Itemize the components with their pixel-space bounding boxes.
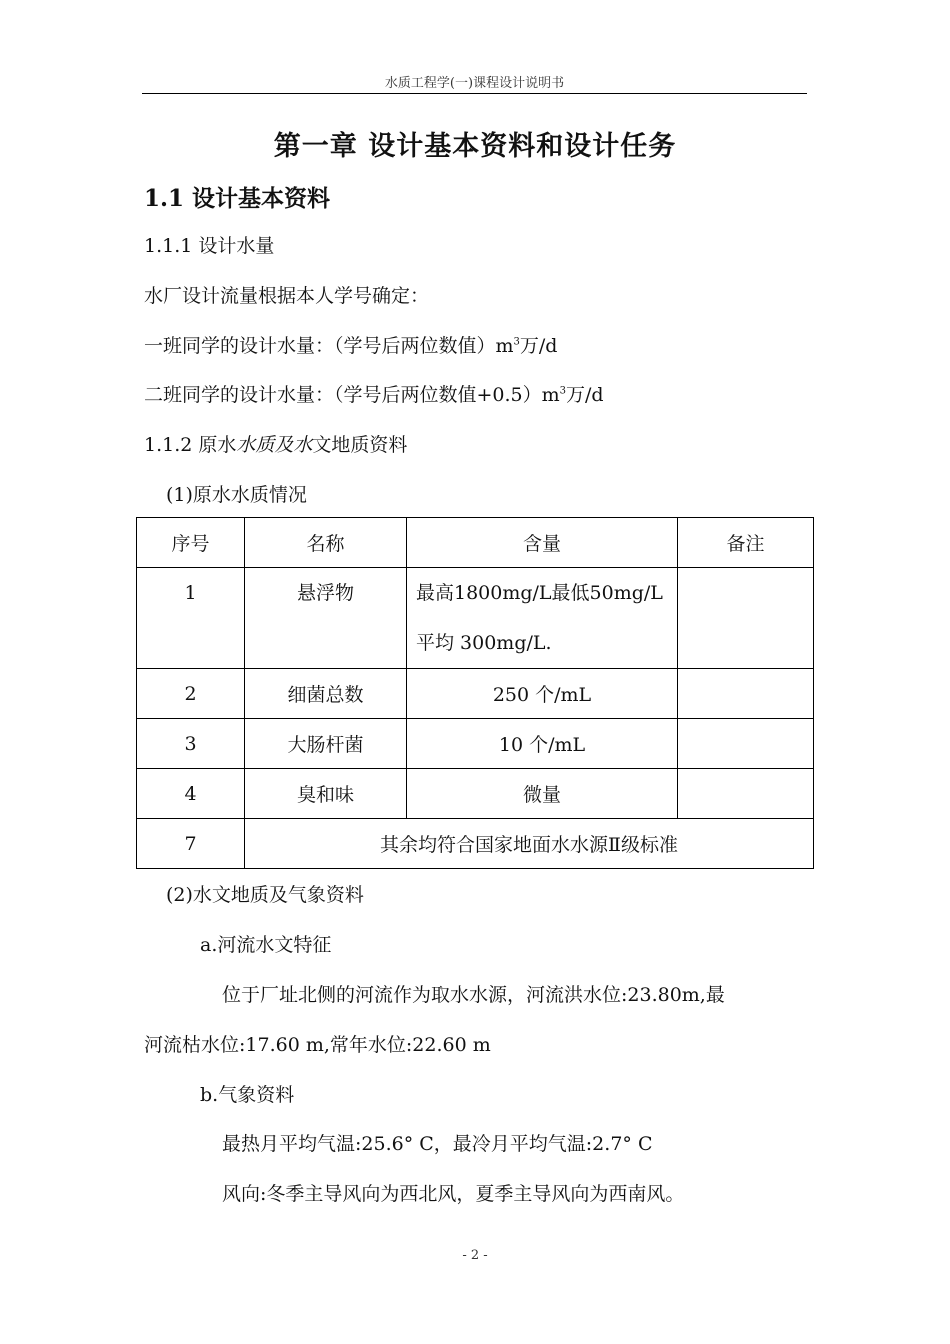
cell-name: 臭和味 [245,769,407,819]
paragraph-flow-basis: 水厂设计流量根据本人学号确定： [144,285,430,307]
paragraph-class-one-flow [144,331,557,358]
cell-note [678,719,814,769]
header-cell-no: 序号 [137,518,245,568]
class-one-flow-unit: 万/d [519,335,558,357]
cell-no: 7 [137,819,245,869]
cell-note [678,669,814,719]
list-item-river-features: a.河流水文特征 [200,934,332,956]
table-row [137,719,814,769]
cell-content: 10 个/mL [407,719,678,769]
paragraph-class-two-flow [144,380,604,407]
cell-no [137,568,245,669]
paragraph-wind: 风向:冬季主导风向为西北风，夏季主导风向为西南风。 [222,1183,685,1205]
list-item-hydro-meteo: (2)水文地质及气象资料 [166,884,364,906]
header-cell-name: 名称 [245,518,407,568]
subsection-title-1-1-1: 1.1.1 设计水量 [144,235,275,257]
chapter-title: 第一章 设计基本资料和设计任务 [273,131,677,162]
cell-summary: 其余均符合国家地面水水源Ⅱ级标准 [245,819,814,869]
list-item-raw-water-quality: (1)原水水质情况 [166,484,307,506]
cell-no: 3 [137,719,245,769]
section-title-1-1: 1.1 设计基本资料 [144,185,331,212]
header-rule [142,93,807,94]
class-one-flow-text: 一班同学的设计水量：（学号后两位数值）m [144,335,514,357]
class-two-flow-unit: 万/d [566,384,604,406]
cell-content-line2: 平均 300mg/L. [416,632,552,654]
cell-name: 大肠杆菌 [245,719,407,769]
subsection-title-part1: 1.1.2 原水 [144,434,237,456]
cell-note [678,769,814,819]
cell-name-text: 悬浮物 [296,582,354,604]
cell-content: 微量 [407,769,678,819]
table-row [137,669,814,719]
cell-name [245,568,407,669]
subsection-title-part3: 文地质资料 [312,434,408,456]
class-two-flow-superscript: 3 [559,385,567,397]
paragraph-river-levels-2: 河流枯水位:17.60 m,常年水位:22.60 m [144,1034,491,1056]
table-header-row [137,518,814,568]
cell-no: 4 [137,769,245,819]
running-header: 水质工程学(一)课程设计说明书 [384,76,565,91]
class-two-flow-text: 二班同学的设计水量：（学号后两位数值+0.5）m [144,384,560,406]
header-cell-note: 备注 [678,518,814,568]
cell-content: 250 个/mL [407,669,678,719]
paragraph-river-levels-1: 位于厂址北侧的河流作为取水水源，河流洪水位:23.80m,最 [222,984,725,1006]
header-cell-content: 含量 [407,518,678,568]
cell-content-line1: 最高1800mg/L最低50mg/L [416,582,663,604]
cell-note [678,568,814,669]
subsection-title-1-1-2 [144,430,407,457]
table-row [137,769,814,819]
paragraph-temperature: 最热月平均气温:25.6° C，最冷月平均气温:2.7° C [222,1133,653,1155]
cell-name: 细菌总数 [245,669,407,719]
subsection-title-part2: 水质及水 [236,434,313,456]
page-number: - 2 - [462,1248,488,1263]
table-row [137,568,814,669]
cell-no-text: 1 [184,582,197,604]
cell-content [407,568,678,669]
cell-no: 2 [137,669,245,719]
water-quality-table [136,517,814,869]
table-row-summary [137,819,814,869]
class-one-flow-superscript: 3 [513,336,520,348]
list-item-meteo: b.气象资料 [200,1084,295,1106]
